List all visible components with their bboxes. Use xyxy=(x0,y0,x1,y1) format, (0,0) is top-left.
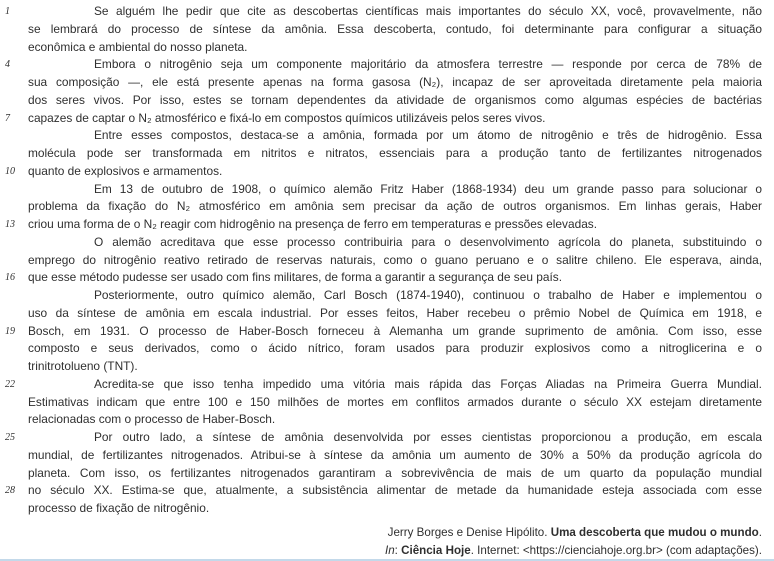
passage-line xyxy=(5,429,762,447)
passage-line-text: O alemão acreditava que esse processo contribuiria para o desenvolvimento agrícola do planeta, substituindo o xyxy=(94,234,762,249)
passage-line xyxy=(28,500,762,518)
passage-line-text: molécula pode ser transformada em nitritos e nitratos, essenciais para a produção tanto de fertilizantes nitrogenados xyxy=(28,146,762,160)
line-number: 28 xyxy=(5,485,15,497)
passage-line xyxy=(5,269,762,287)
passage-line-text: planeta. Com isso, os fertilizantes nitrogenados garantiram a sobrevivência de mais de um quarto da população mundial xyxy=(28,465,762,480)
passage-line xyxy=(28,74,762,92)
line-number: 13 xyxy=(5,219,15,230)
passage-line-text: capazes de captar o N₂ atmosférico e fixá-lo em compostos químicos utilizáveis pelos seres vivos. xyxy=(28,110,546,125)
citation-segment: Uma descoberta que mudou o mundo xyxy=(550,526,759,539)
passage-line-text: problema da fixação do N₂ atmosférico em amônia sem precisar da ação de outros organismos. Em linhas gerais, Haber xyxy=(28,199,762,214)
line-number: 7 xyxy=(5,112,10,124)
passage-line xyxy=(28,181,762,199)
passage-line-text: econômica e ambiental do nosso planeta. xyxy=(28,39,248,54)
passage-line xyxy=(5,376,762,394)
passage-line-text: no século XX. Estima-se que, atualmente, a subsistência alimentar de metade da humanidade esteja associada com esse xyxy=(28,483,762,498)
citation xyxy=(202,524,762,560)
passage-line-text: emprego do nitrogênio reativo retirado de reservas naturais, como o guano peruano e o salitre chileno. Ele esperava, ainda, xyxy=(28,252,762,267)
passage-line-text: Embora o nitrogênio seja um componente majoritário da atmosfera terrestre — responde por cerca de 78% de xyxy=(94,57,762,72)
passage-line-text: quanto de explosivos e armamentos. xyxy=(28,163,223,178)
passage-line-text: se lembrará do processo de síntese da amônia. Essa descoberta, contudo, foi determinante para configurar a situação xyxy=(28,21,762,36)
passage-line-text: Por outro lado, a síntese de amônia desenvolvida por esses cientistas proporcionou a produção, em escala xyxy=(94,430,762,444)
passage-line-text: criou uma forma de o N₂ reagir com hidrogênio na presença de ferro em temperaturas e pressões elevadas. xyxy=(28,217,598,231)
passage-line-text: relacionadas com o processo de Haber-Bosch. xyxy=(28,412,276,427)
passage-line xyxy=(28,465,762,483)
passage-line xyxy=(28,92,762,110)
passage-line-text: uso da síntese de amônia em escala industrial. Por esses feitos, Haber recebeu o prêmio Nobel de Química em 1918, e xyxy=(28,305,762,320)
passage-line xyxy=(28,198,762,216)
passage-line xyxy=(28,287,762,305)
citation-segment: Ciência Hoje xyxy=(401,544,471,557)
line-number: 19 xyxy=(5,325,15,337)
passage-line xyxy=(28,39,762,57)
citation-segment: : xyxy=(394,544,402,557)
passage-line-text: Em 13 de outubro de 1908, o químico alemão Fritz Haber (1868-1934) deu um grande passo para solucionar o xyxy=(94,181,762,196)
passage-line xyxy=(5,323,762,341)
passage-line xyxy=(28,394,762,412)
citation-segment: . Internet: <https://cienciahoje.org.br> (com adaptações). xyxy=(470,544,762,557)
passage-line xyxy=(28,127,762,145)
passage-line-text: Se alguém lhe pedir que cite as descobertas científicas mais importantes do século XX, você, provavelmente, não xyxy=(94,4,762,18)
passage-line xyxy=(5,56,762,74)
passage-line-text: mundial, de fertilizantes nitrogenados. Atribui-se à síntese da amônia um aumento de 30% a 50% da produção agrícola do xyxy=(28,447,762,462)
citation-segment: In xyxy=(384,544,395,557)
passage-line xyxy=(5,163,762,181)
citation-segment: . xyxy=(758,526,762,539)
passage-line xyxy=(5,216,762,234)
passage-line-text: Entre esses compostos, destaca-se a amônia, formada por um átomo de nitrogênio e três de hidrogênio. Essa xyxy=(94,128,762,143)
passage-line xyxy=(5,110,762,128)
passage-line xyxy=(5,3,762,21)
passage-line xyxy=(28,305,762,323)
passage-line xyxy=(28,234,762,252)
passage-line-text: Acredita-se que isso tenha impedido uma vitória mais rápida das Forças Aliadas na Primeira Guerra Mundial. xyxy=(94,376,762,391)
passage-line xyxy=(28,252,762,270)
line-number: 10 xyxy=(5,165,15,177)
passage-line-text: Estimativas indicam que entre 100 e 150 milhões de mortes em conflitos armados durante o século XX estejam diretamente xyxy=(28,394,762,409)
citation-line xyxy=(202,542,762,560)
passage-line-text: processo de fixação de nitrogênio. xyxy=(28,501,210,515)
passage-line xyxy=(28,340,762,358)
line-number: 16 xyxy=(5,272,15,284)
passage-line-text: Posteriormente, outro químico alemão, Carl Bosch (1874-1940), continuou o trabalho de Haber e implementou o xyxy=(94,288,762,302)
citation-segment: Jerry Borges e Denise Hipólito. xyxy=(387,526,551,539)
passage-line-text: que esse método pudesse ser usado com fins militares, de forma a garantir a segurança de seu país. xyxy=(28,270,563,285)
citation-line xyxy=(202,524,762,542)
line-number: 4 xyxy=(5,59,10,71)
line-number: 22 xyxy=(5,378,15,390)
passage-line xyxy=(28,21,762,39)
line-number: 1 xyxy=(5,6,10,17)
passage-line-text: trinitrotolueno (TNT). xyxy=(28,359,138,373)
passage-line-text: sua composição —, ele está presente apenas na forma gasosa (N₂), incapaz de ser aproveitada diretamente pela maioria xyxy=(28,75,762,89)
passage-line xyxy=(28,447,762,465)
reading-passage xyxy=(5,3,762,518)
line-number: 25 xyxy=(5,432,15,443)
passage-line xyxy=(28,358,762,376)
passage-line xyxy=(28,145,762,163)
passage-line xyxy=(28,411,762,429)
passage-line-text: composto e seus derivados, como o ácido nítrico, foram usados para produzir explosivos como a nitroglicerina e o xyxy=(28,341,762,356)
passage-line xyxy=(5,482,762,500)
passage-line-text: dos seres vivos. Por isso, estes se tornam dependentes da atividade de organismos como algumas espécies de bactérias xyxy=(28,92,762,107)
passage-line-text: Bosch, em 1931. O processo de Haber-Bosch forneceu à Alemanha um grande suprimento de amônia. Com isso, esse xyxy=(28,323,762,338)
